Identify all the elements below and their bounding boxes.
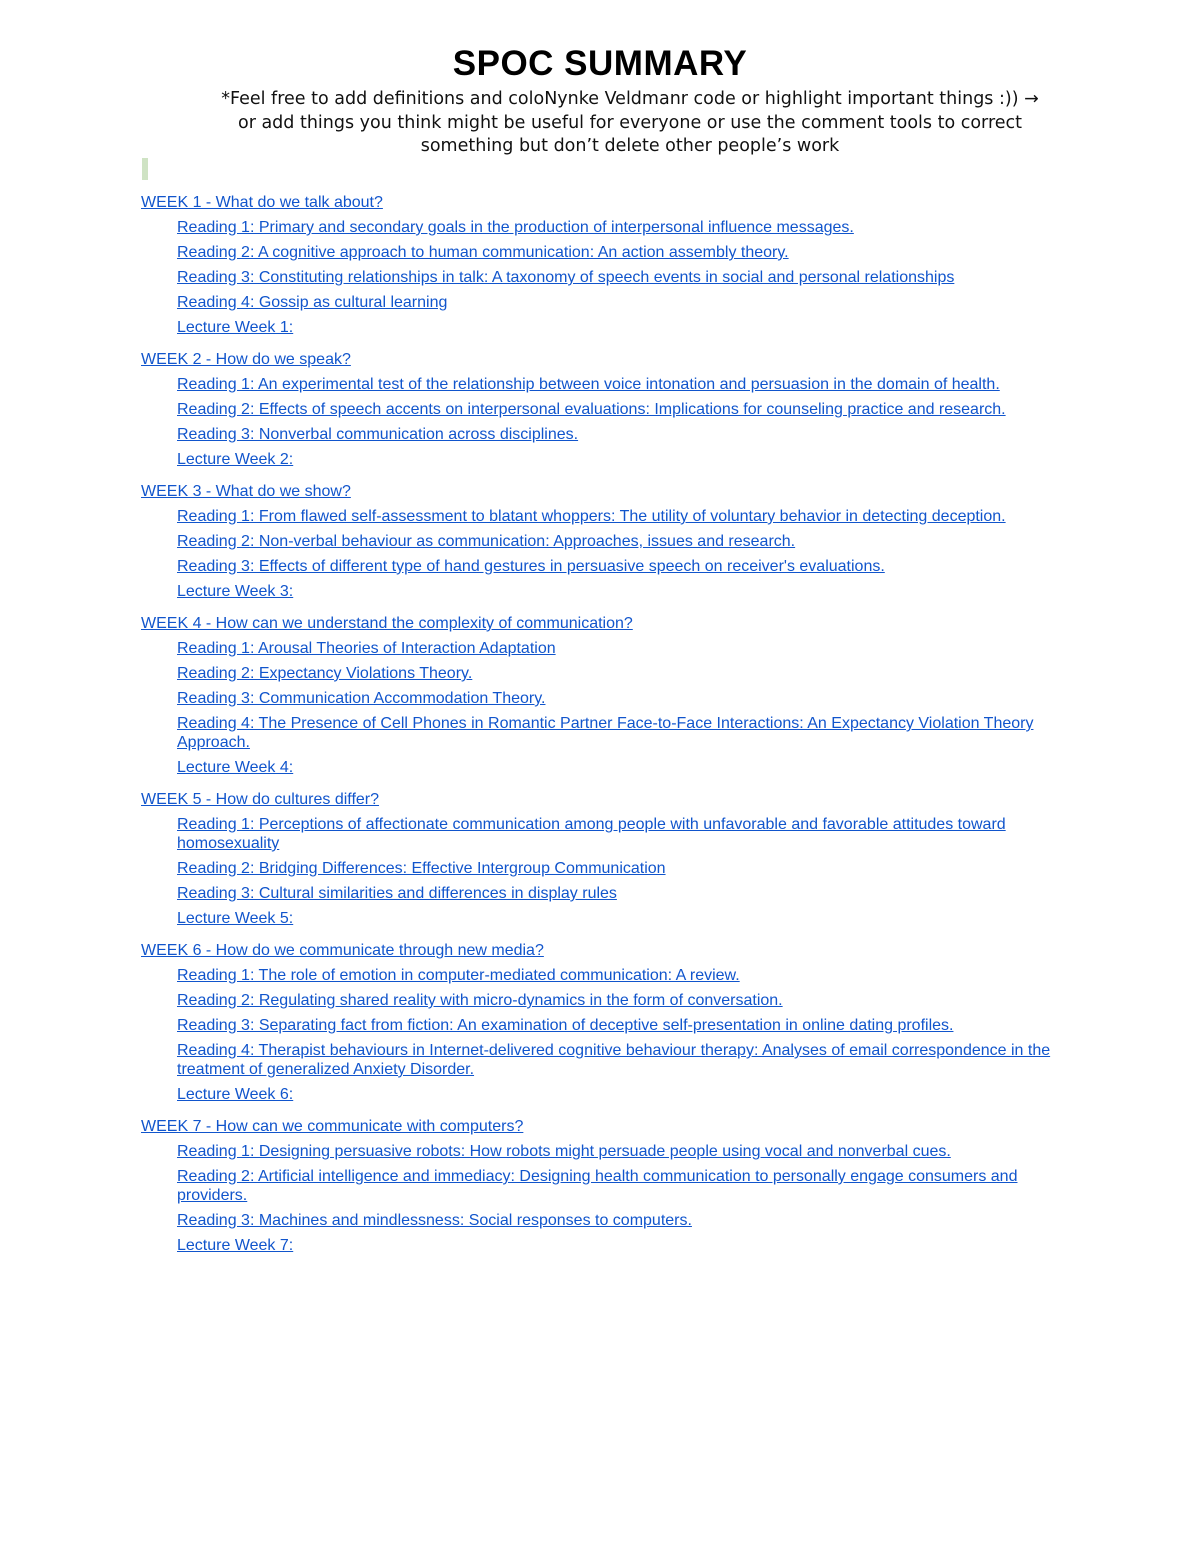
lecture-link[interactable]: Lecture Week 3: bbox=[177, 583, 294, 600]
reading-link[interactable]: Reading 1: The role of emotion in computer-mediated communication: A review. bbox=[177, 967, 740, 984]
week-section bbox=[0, 350, 1200, 469]
reading-link[interactable]: Reading 1: Designing persuasive robots: How robots might persuade people using vocal and nonverbal cues. bbox=[177, 1143, 951, 1160]
week-section bbox=[0, 790, 1200, 928]
table-of-contents bbox=[0, 193, 1200, 1268]
reading-link[interactable]: Reading 2: Expectancy Violations Theory. bbox=[177, 665, 473, 682]
intro-note bbox=[170, 88, 1090, 159]
lecture-link[interactable]: Lecture Week 4: bbox=[177, 759, 294, 776]
lecture-link[interactable]: Lecture Week 2: bbox=[177, 451, 294, 468]
reading-link[interactable]: Reading 3: Nonverbal communication across disciplines. bbox=[177, 426, 579, 443]
week-section bbox=[0, 941, 1200, 1104]
reading-link[interactable]: Reading 1: From flawed self-assessment to blatant whoppers: The utility of voluntary behavior in detecting deception. bbox=[177, 508, 1006, 525]
lecture-link[interactable]: Lecture Week 5: bbox=[177, 910, 294, 927]
reading-link[interactable]: Reading 2: Effects of speech accents on interpersonal evaluations: Implications for counseling practice and research. bbox=[177, 401, 1006, 418]
week-heading-link[interactable]: WEEK 4 - How can we understand the complexity of communication? bbox=[141, 615, 633, 632]
week-heading-link[interactable]: WEEK 7 - How can we communicate with computers? bbox=[141, 1118, 524, 1135]
reading-link[interactable]: Reading 2: Regulating shared reality with micro-dynamics in the form of conversation. bbox=[177, 992, 783, 1009]
highlight-marker bbox=[142, 158, 148, 180]
reading-link[interactable]: Reading 4: The Presence of Cell Phones in Romantic Partner Face-to-Face Interactions: An Expectancy Violation Theory Approach. bbox=[177, 715, 1034, 751]
intro-line: *Feel free to add definitions and coloNynke Veldmanr code or highlight important things :)) → bbox=[221, 89, 1039, 109]
week-section bbox=[0, 193, 1200, 337]
reading-link[interactable]: Reading 2: A cognitive approach to human communication: An action assembly theory. bbox=[177, 244, 789, 261]
lecture-link[interactable]: Lecture Week 1: bbox=[177, 319, 294, 336]
reading-link[interactable]: Reading 3: Cultural similarities and differences in display rules bbox=[177, 885, 617, 902]
week-heading-link[interactable]: WEEK 3 - What do we show? bbox=[141, 483, 351, 500]
reading-link[interactable]: Reading 4: Therapist behaviours in Internet-delivered cognitive behaviour therapy: Analyses of email correspondence in the treatment of generalized Anxiety Disorder. bbox=[177, 1042, 1051, 1078]
lecture-link[interactable]: Lecture Week 7: bbox=[177, 1237, 294, 1254]
intro-line: something but don’t delete other people’s work bbox=[420, 136, 840, 156]
document-title: SPOC SUMMARY bbox=[452, 44, 748, 83]
reading-link[interactable]: Reading 3: Effects of different type of hand gestures in persuasive speech on receiver's evaluations. bbox=[177, 558, 885, 575]
week-section bbox=[0, 614, 1200, 777]
reading-link[interactable]: Reading 3: Communication Accommodation Theory. bbox=[177, 690, 546, 707]
week-section bbox=[0, 482, 1200, 601]
week-heading-link[interactable]: WEEK 1 - What do we talk about? bbox=[141, 194, 383, 211]
reading-link[interactable]: Reading 3: Constituting relationships in talk: A taxonomy of speech events in social and personal relationships bbox=[177, 269, 955, 286]
lecture-link[interactable]: Lecture Week 6: bbox=[177, 1086, 294, 1103]
reading-link[interactable]: Reading 2: Artificial intelligence and immediacy: Designing health communication to personally engage consumers and providers. bbox=[177, 1168, 1018, 1204]
week-section bbox=[0, 1117, 1200, 1255]
reading-link[interactable]: Reading 3: Separating fact from fiction: An examination of deceptive self-presentation in online dating profiles. bbox=[177, 1017, 954, 1034]
reading-link[interactable]: Reading 2: Bridging Differences: Effective Intergroup Communication bbox=[177, 860, 666, 877]
reading-link[interactable]: Reading 3: Machines and mindlessness: Social responses to computers. bbox=[177, 1212, 692, 1229]
reading-link[interactable]: Reading 1: Arousal Theories of Interaction Adaptation bbox=[177, 640, 556, 657]
reading-link[interactable]: Reading 1: An experimental test of the relationship between voice intonation and persuasion in the domain of health. bbox=[177, 376, 1000, 393]
week-heading-link[interactable]: WEEK 5 - How do cultures differ? bbox=[141, 791, 380, 808]
reading-link[interactable]: Reading 1: Primary and secondary goals in the production of interpersonal influence messages. bbox=[177, 219, 854, 236]
intro-line: or add things you think might be useful for everyone or use the comment tools to correct bbox=[237, 112, 1022, 133]
reading-link[interactable]: Reading 1: Perceptions of affectionate communication among people with unfavorable and favorable attitudes toward homosexuality bbox=[177, 816, 1006, 852]
week-heading-link[interactable]: WEEK 6 - How do we communicate through new media? bbox=[141, 942, 544, 959]
reading-link[interactable]: Reading 2: Non-verbal behaviour as communication: Approaches, issues and research. bbox=[177, 533, 796, 550]
week-heading-link[interactable]: WEEK 2 - How do we speak? bbox=[141, 351, 351, 368]
reading-link[interactable]: Reading 4: Gossip as cultural learning bbox=[177, 294, 448, 311]
